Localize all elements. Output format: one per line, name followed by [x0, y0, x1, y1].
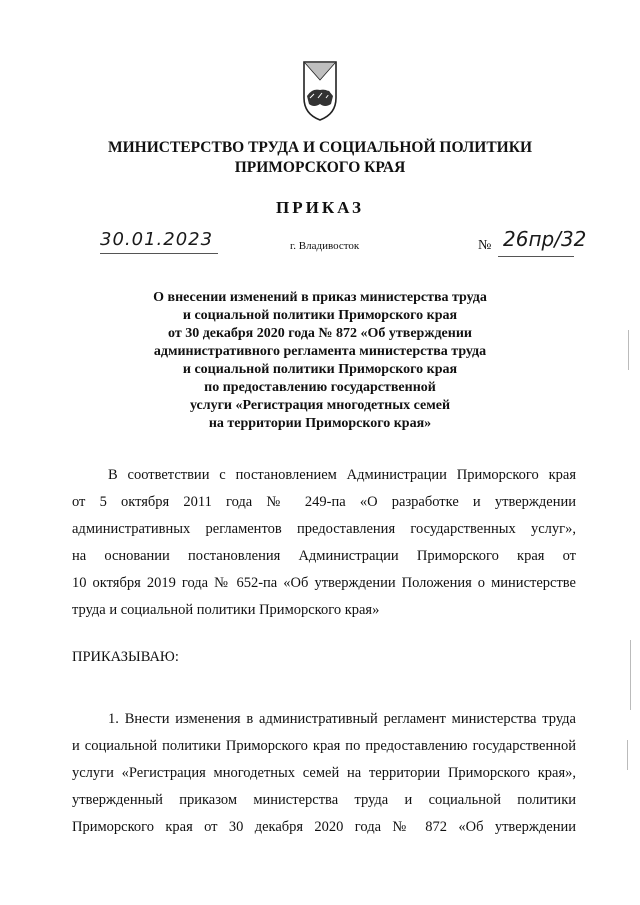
title-line: административного регламента министерства труда [153, 344, 487, 359]
handwritten-order-number: 26пр/32 [503, 227, 587, 251]
scan-artifact [628, 330, 629, 370]
ministry-name-line2: ПРИМОРСКОГО КРАЯ [234, 159, 406, 176]
paragraph-line: и социальной политики Приморского края по предоставлению государственной [72, 738, 576, 754]
paragraph-line: административных регламентов предоставления государственных услуг», [72, 521, 576, 537]
preamble-paragraph [72, 462, 576, 624]
order-title [60, 289, 580, 433]
title-line: от 30 декабря 2020 года № 872 «Об утверждении [168, 326, 472, 341]
order-directive: ПРИКАЗЫВАЮ: [72, 649, 179, 665]
paragraph-line: Приморского края от 30 декабря 2020 года № 872 «Об утверждении [72, 819, 576, 835]
document-type: ПРИКАЗ [276, 198, 364, 217]
title-line: на территории Приморского края» [208, 416, 432, 431]
paragraph-line: утвержденный приказом министерства труда и социальной политики [72, 792, 576, 808]
paragraph-line: труда и социальной политики Приморского края» [72, 602, 380, 618]
handwritten-date: 30.01.2023 [100, 229, 214, 250]
number-sign: № [478, 238, 492, 253]
primorsky-coat-of-arms-icon [298, 58, 342, 122]
paragraph-line: услуги «Регистрация многодетных семей на территории Приморского края», [72, 765, 576, 781]
paragraph-line: В соответствии с постановлением Администрации Приморского края [108, 467, 576, 483]
paragraph-line: 1. Внести изменения в административный регламент министерства труда [108, 711, 576, 727]
scan-artifact [630, 640, 631, 710]
title-line: и социальной политики Приморского края [182, 362, 458, 377]
paragraph-line: от 5 октября 2011 года № 249-па «О разработке и утверждении [72, 494, 576, 510]
title-line: О внесении изменений в приказ министерства труда [153, 290, 487, 305]
clause-1-paragraph [72, 706, 576, 841]
title-line: услуги «Регистрация многодетных семей [189, 398, 451, 413]
city: г. Владивосток [290, 240, 360, 252]
number-underline [498, 256, 574, 257]
paragraph-line: 10 октября 2019 года № 652-па «Об утверждении Положения о министерстве [72, 575, 576, 591]
date-underline [100, 253, 218, 254]
title-line: по предоставлению государственной [204, 380, 436, 395]
paragraph-line: на основании постановления Администрации Приморского края от [72, 548, 576, 564]
title-line: и социальной политики Приморского края [182, 308, 458, 323]
scan-artifact [627, 740, 628, 770]
ministry-name-line1: МИНИСТЕРСТВО ТРУДА И СОЦИАЛЬНОЙ ПОЛИТИКИ [107, 139, 533, 156]
